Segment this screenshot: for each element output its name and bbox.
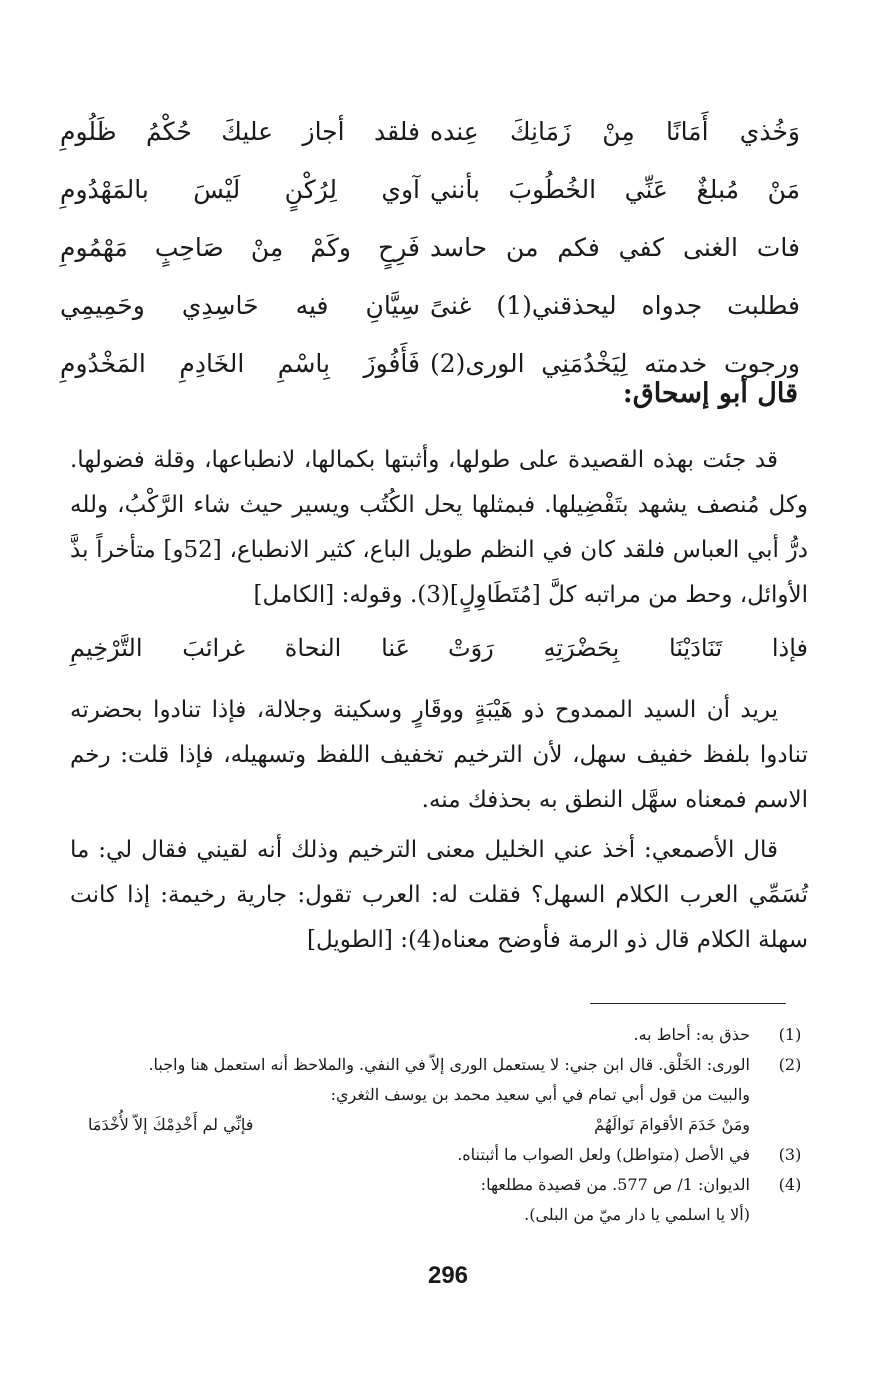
paragraph-line: قال الأصمعي: أخذ عني الخليل معنى الترخيم وذلك أنه لقيني فقال لي: ما [70, 837, 778, 863]
verse-first-hemistich: فات الغنى كفي فكم من حاسد [430, 233, 800, 262]
footnote-2 [68, 1050, 810, 1080]
footnote-text: والبيت من قول أبي تمام في أبي سعيد محمد بن يوسف الثغري: [330, 1085, 750, 1104]
footnote-text: حذق به: أحاط به. [633, 1025, 750, 1044]
footnote-number: (2) [778, 1055, 802, 1074]
verse-second-hemistich: آوي لِرُكْنٍ لَيْسَ بالمَهْدُومِ [60, 175, 420, 204]
footnote-4 [68, 1170, 810, 1200]
footnote-text: الديوان: 1/ ص 577. من قصيدة مطلعها: [480, 1175, 750, 1194]
verse-first-hemistich: ومَنْ خَدَمَ الأقوامَ نَوالَهُمْ [594, 1115, 750, 1134]
verse-second-hemistich: عَنا النحاة غرائبَ التَّرْخِيمِ [70, 634, 410, 662]
footnote-4-continued [68, 1200, 810, 1230]
paragraph-line: [52و] متأخراً بذَّ الأوائل، وحط من مراتبه كلَّ [مُتَطَاوِلٍ](3). وقوله: [الكامل] [70, 537, 808, 608]
paragraph-line: سهلة الكلام قال ذو الرمة فأوضح معناه(4): [الطويل] [306, 927, 808, 953]
poem-verse [60, 170, 800, 228]
section-heading: قال أبو إسحاق: [622, 378, 798, 409]
verse-second-hemistich: فلقد أجاز عليكَ حُكْمُ ظَلُومِ [60, 117, 420, 146]
poem-verse [60, 228, 800, 286]
paragraph-3 [70, 828, 808, 963]
quoted-verse [70, 628, 808, 676]
footnote-verse [68, 1110, 810, 1140]
footnote-number: (4) [778, 1175, 802, 1194]
verse-first-hemistich: ورجوت خدمته لِيَخْدُمَنِي الورى(2) [430, 349, 800, 378]
footnote-number: (1) [778, 1025, 802, 1044]
paragraph-2 [70, 688, 808, 823]
verse-first-hemistich: فطلبت جدواه ليحذقني(1) غنىً [430, 291, 801, 320]
footnote-2-continued [68, 1080, 810, 1110]
footnote-separator [590, 1003, 786, 1004]
paragraph-line: الرَّكْبُ، ولله درُّ أبي العباس فلقد كان في النظم طويل الباع، كثير الانطباع، [70, 492, 808, 563]
poem-verse [60, 286, 800, 344]
verse-first-hemistich: وَخُذي أَمَانًا مِنْ زَمَانِكَ عِنده [430, 117, 800, 146]
verse-second-hemistich: سِيَّانِ فيه حَاسِدِي وحَمِيمِي [60, 291, 420, 320]
footnote-number: (3) [778, 1145, 802, 1164]
verse-second-hemistich: فَأَفُوزَ بِاسْمِ الخَادِمِ المَخْدُومِ [60, 349, 420, 378]
verse-first-hemistich: فإذا تَنَادَيْنَا بِحَضْرَتِهِ رَوَتْ [448, 634, 808, 662]
poem-verse [60, 112, 800, 170]
footnote-1 [68, 1020, 810, 1050]
paragraph-line: يريد أن السيد الممدوح ذو هَيْبَةٍ ووقَارٍ وسكينة وجلالة، فإذا تنادوا بحضرته [70, 697, 778, 723]
paragraph-line: تنادوا بلفظ خفيف سهل، لأن الترخيم تخفيف اللفظ وتسهيله، فإذا قلت: رخم [70, 742, 808, 768]
poem-block [60, 112, 800, 402]
verse-second-hemistich: فإنِّي لم أَخْدِمْكَ إلاّ لأُخْدَمَا [88, 1115, 254, 1134]
footnote-3 [68, 1140, 810, 1170]
paragraph-line: تُسَمِّي العرب الكلام السهل؟ فقلت له: العرب تقول: جارية رخيمة: إذا كانت [70, 882, 808, 908]
paragraph-1 [70, 438, 808, 618]
paragraph-line: قد جئت بهذه القصيدة على طولها، وأثبتها بكمالها، لانطباعها، وقلة [153, 447, 778, 473]
footnotes [68, 1020, 810, 1230]
verse-first-hemistich: مَنْ مُبلغٌ عَنِّي الخُطُوبَ بأنني [430, 175, 800, 204]
footnote-text: في الأصل (متواطل) ولعل الصواب ما أثبتناه. [457, 1145, 750, 1164]
page-number: 296 [427, 1262, 469, 1289]
paragraph-line: الاسم فمعناه سهَّل النطق به بحذفك منه. [421, 787, 808, 813]
footnote-text: الورى: الخَلْق. قال ابن جني: لا يستعمل الورى إلاّ في النفي. والملاحظ أنه استعمل هنا واجبا. [148, 1055, 750, 1074]
paragraph-line: فضولها. وكل مُنصف يشهد بتَفْضِيلها. فبمثلها يحل الكُتُب ويسير حيث شاء [70, 447, 809, 518]
footnote-text: (ألا يا اسلمي يا دار ميّ من البلى). [524, 1205, 750, 1224]
verse-second-hemistich: فَرِحٍ وكَمْ مِنْ صَاحِبٍ مَهْمُومِ [60, 233, 420, 262]
